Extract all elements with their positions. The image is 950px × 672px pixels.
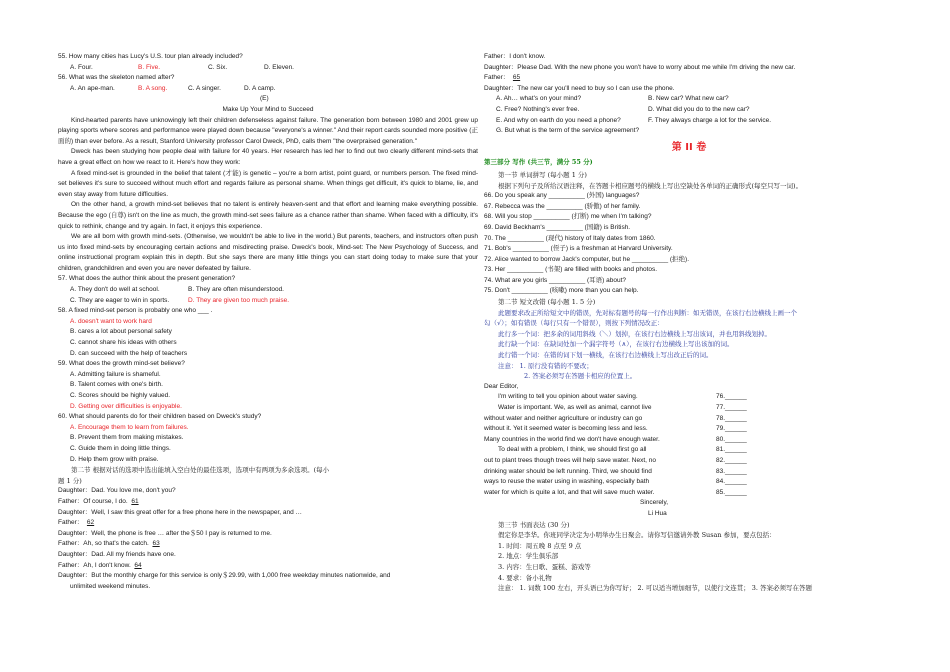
q59-option-d: D. Getting over difficulties is enjoyable. bbox=[70, 402, 182, 410]
dialogue-text: Father： bbox=[58, 519, 84, 527]
dialogue-line: Daughter：Dad. You love me, don't you? bbox=[58, 487, 176, 495]
dialogue-option-a: A. Ah… what's on your mind? bbox=[496, 95, 582, 103]
q58-option-a: A. doesn't want to work hard bbox=[70, 317, 152, 325]
section-3-point: 2. 地点：学生俱乐部 bbox=[498, 552, 559, 561]
answer-blank: 83.______ bbox=[716, 467, 747, 475]
q56-option-a: A. An ape-man. bbox=[70, 84, 115, 92]
q57-option-c: C. They are eager to win in sports. bbox=[70, 296, 170, 304]
letter-line-text: without water and neither agriculture or industry can go bbox=[484, 414, 643, 422]
passage-paragraph-3: A fixed mind-set is grounded in the belief that talent (才能) is genetic – you're a born artist, point guard, or numbers person. The fixed mind-set believes it's sure to succeed without much effort and regards failure as personal shame. When things get difficult, it's quick to blame, lie, and even stay away from future difficulties. bbox=[58, 169, 478, 198]
q58-option-b: B. cares a lot about personal safety bbox=[70, 328, 172, 336]
left-column bbox=[58, 52, 478, 592]
letter-line bbox=[484, 414, 756, 425]
section-2-note: 注意： 1. 原行没有错的不要改； bbox=[498, 361, 593, 370]
section-3-point: 4. 要求：备小礼物 bbox=[498, 573, 552, 582]
letter-line bbox=[484, 445, 756, 456]
dialogue-line: Daughter：Well, the phone is free … after the＄50 I pay is returned to me. bbox=[58, 529, 272, 537]
section-2-instruction: 勾（√）；如有错误（每行只有一个错误），则按下列情况改正： bbox=[484, 319, 664, 328]
q58-option-c: C. cannot share his ideas with others bbox=[70, 339, 177, 347]
q56-option-d: D. A camp. bbox=[244, 84, 276, 92]
right-column bbox=[484, 52, 894, 594]
q60-option-b: B. Prevent them from making mistakes. bbox=[70, 434, 184, 442]
q57-option-b: B. They are often misunderstood. bbox=[188, 286, 284, 294]
dialogue-option-b: B. New car? What new car? bbox=[648, 95, 729, 103]
section-2-instruction: 此行缺一个词：在缺词处加一个漏字符号（∧），在该行右边横线上写出该加的词。 bbox=[498, 340, 734, 349]
section-3-prompt: 假定你是李华。你班同学决定为小明举办生日聚会。请你写信邀请外教 Susan 参加，要点包括： bbox=[498, 531, 776, 540]
q56-options bbox=[58, 84, 478, 95]
dialogue-line bbox=[58, 518, 478, 529]
letter-line-text: without it. Yet it seemed water is becoming less and less. bbox=[484, 425, 648, 433]
question-58: 58. A fixed mind-set person is probably one who ___ . bbox=[58, 307, 213, 315]
answer-blank: 82.______ bbox=[716, 456, 747, 464]
q57-row1 bbox=[58, 285, 478, 296]
word-question: 71. Bob's __________ (侄子) is a freshman at Harvard University. bbox=[484, 245, 673, 253]
section-3-title: 第三节 书面表达 (30 分) bbox=[498, 520, 570, 529]
dialogue-line: Father：I don't know. bbox=[484, 53, 546, 60]
q59-option-c: C. Scores should be highly valued. bbox=[70, 392, 171, 399]
blank-63: 63 bbox=[152, 540, 160, 548]
letter-line-text: Water is important. We, as well as animal, cannot live bbox=[498, 404, 652, 411]
dialogue-text: Father：Ah, so that's the catch. bbox=[58, 540, 149, 548]
dialogue-text: Father： bbox=[484, 74, 510, 82]
letter-line-text: I'm writing to tell you opinion about water saving. bbox=[498, 393, 638, 401]
question-60: 60. What should parents do for their children based on Dweck's study? bbox=[58, 413, 262, 421]
letter-line bbox=[484, 467, 756, 478]
q60-option-c: C. Guide them in doing little things. bbox=[70, 444, 171, 452]
part-3-heading: 第三部分 写作 (共三节，满分 55 分) bbox=[484, 158, 593, 167]
dialogue-line bbox=[484, 73, 894, 84]
letter-line bbox=[484, 456, 756, 467]
section-3-note: 注意： 1. 词数 100 左右，开头语已为你写好； 2. 可以适当增加细节，以使行文连贯； 3. 答案必须写在答题 bbox=[498, 584, 813, 593]
letter-line-text: Many countries in the world find we don't have enough water. bbox=[484, 435, 660, 443]
answer-blank: 81.______ bbox=[716, 446, 747, 454]
dialogue-line: Daughter：Please Dad. With the new phone you won't have to worry about me while I'm driving the new car. bbox=[484, 63, 796, 71]
word-question: 68. Will you stop __________ (打断) me when I'm talking? bbox=[484, 213, 652, 221]
section-2-instruction: 此行多一个词：把多余的词用斜线（＼）划掉，在该行右边横线上写出该词，并也用斜线划掉。 bbox=[498, 329, 771, 338]
word-question: 69. David Beckham's __________ (国籍) is British. bbox=[484, 223, 631, 231]
section-label: (E) bbox=[260, 95, 269, 103]
dialogue-section-heading-cont: 题 1 分) bbox=[58, 476, 82, 485]
word-question: 74. What are you girls __________ (耳语) about? bbox=[484, 276, 627, 284]
passage-paragraph-2: Dweck has been studying how people deal with failure for 40 years. Her research has led her to find out two clearly different mind-sets that have a great effect on how we react to it. Here's how they work: bbox=[58, 148, 478, 166]
dialogue-line: Daughter：The new car you'll need to buy so I can use the phone. bbox=[484, 84, 675, 92]
answer-blank: 76.______ bbox=[716, 393, 747, 401]
answer-blank: 80.______ bbox=[716, 435, 747, 443]
dialogue-line: unlimited weekend minutes. bbox=[70, 582, 151, 590]
letter-signer: Li Hua bbox=[648, 509, 667, 517]
word-question: 67. Rebecca was the __________ (骄傲) of her family. bbox=[484, 202, 641, 210]
letter-line bbox=[484, 403, 756, 414]
section-2-instruction: 此题要求改正所给短文中的错误，先对标有题号的每一行作出判断：如无错误，在该行右边横线上画一个 bbox=[498, 308, 797, 317]
section-3-point: 1. 时间：周五晚 8 点至 9 点 bbox=[498, 541, 582, 550]
dialogue-text: Father：Of course, I do. bbox=[58, 497, 128, 505]
dialogue-option-d: D. What did you do to the new car? bbox=[648, 105, 750, 113]
dialogue-line bbox=[58, 561, 478, 572]
q59-option-a: A. Admitting failure is shameful. bbox=[70, 370, 161, 378]
letter-line bbox=[484, 424, 756, 435]
q60-option-a: A. Encourage them to learn from failures. bbox=[70, 423, 189, 431]
question-56: 56. What was the skeleton named after? bbox=[58, 74, 175, 82]
dialogue-option-e: E. And why on earth do you need a phone? bbox=[496, 116, 621, 124]
dialogue-line: Daughter：Dad. All my friends have one. bbox=[58, 550, 176, 558]
section-2-note: 2. 答案必须写在答题卡相应的位置上。 bbox=[524, 372, 637, 381]
q56-option-b: B. A song. bbox=[138, 84, 168, 92]
letter-greeting: Dear Editor, bbox=[484, 382, 519, 390]
dialogue-line bbox=[58, 497, 478, 508]
section-1-instructions: 根据下列句子及所给汉语注释，在答题卡相应题号的横线上写出空缺处各单词的正确形式(每空只写一词)。 bbox=[498, 181, 803, 190]
dialogue-option-c: C. Free? Nothing's ever free. bbox=[496, 105, 580, 113]
q55-options bbox=[58, 63, 478, 74]
answer-blank: 84.______ bbox=[716, 478, 747, 486]
letter-line-text: water for which is quite a lot, and that will save much water. bbox=[484, 488, 655, 496]
blank-61: 61 bbox=[131, 497, 139, 505]
q56-option-c: C. A singer. bbox=[188, 84, 221, 92]
word-question: 73. Her __________ (书架) are filled with books and photos. bbox=[484, 266, 658, 274]
letter-line bbox=[484, 392, 756, 403]
passage-paragraph-1: Kind-hearted parents have unknowingly left their children defenseless against failure. The generation born between 1980 and 2001 grew up playing sports where scores and performance were played down because "everyone's a winner." And their report cards sounded more positive (正面的) than ever before. As a result, Stanford University professor Carol Dweck, PhD, calls them "the overpraised generation." bbox=[58, 116, 478, 145]
word-question: 70. The __________ (现代) history of Italy dates from 1860. bbox=[484, 234, 656, 242]
q57-option-d: D. They are given too much praise. bbox=[188, 296, 290, 304]
dialogue-option-f: F. They always charge a lot for the service. bbox=[648, 116, 772, 124]
letter-line-text: drinking water should be left running. Third, we should find bbox=[484, 467, 652, 475]
q58-option-d: D. can succeed with the help of teachers bbox=[70, 349, 188, 357]
dialogue-line: Daughter：But the monthly charge for this service is only＄29.99, with 1,000 free weekday minutes nationwide, and bbox=[58, 572, 391, 580]
letter-line bbox=[484, 435, 756, 446]
dialogue-line bbox=[58, 539, 478, 550]
dialogue-options-row bbox=[484, 116, 894, 127]
section-3-point: 3. 内容：生日歌、蛋糕、游戏等 bbox=[498, 562, 591, 571]
passage-paragraph-5: We are all born with growth mind-sets. (Otherwise, we wouldn't be able to live in the world.) But parents, teachers, and instructors often push us into fixed mind-sets by encouraging certain actions and misdirecting praise. Dweck's book, Mind-set: The New Psychology of Success, and online instructional program explain this in depth. But she says there are many little things you can start doing today to make sure that your children, grandchildren and even you are never defeated by failure. bbox=[58, 233, 478, 272]
volume-2-title: 第 II 卷 bbox=[671, 141, 707, 153]
question-57: 57. What does the author think about the present generation? bbox=[58, 275, 236, 283]
q55-option-d: D. Eleven. bbox=[264, 63, 294, 71]
letter-body bbox=[484, 392, 756, 498]
q55-option-b: B. Five. bbox=[138, 63, 161, 71]
passage-title: Make Up Your Mind to Succeed bbox=[222, 105, 314, 113]
word-question: 66. Do you speak any __________ (外国) languages? bbox=[484, 192, 640, 200]
letter-closing: Sincerely, bbox=[640, 499, 669, 507]
word-question: 75. Don't __________ (咳嗽) more than you can help. bbox=[484, 287, 639, 295]
dialogue-line: Daughter：Well, I saw this great offer for a free phone here in the newspaper, and … bbox=[58, 508, 303, 516]
letter-line-text: out to plant trees though trees will help save water. Next, no bbox=[484, 456, 656, 464]
section-1-title: 第一节 单词拼写 (每小题 1 分) bbox=[498, 170, 587, 179]
dialogue-options-row bbox=[484, 105, 894, 116]
q60-option-d: D. Help them grow with praise. bbox=[70, 455, 159, 463]
letter-line bbox=[484, 488, 756, 499]
q55-option-a: A. Four. bbox=[70, 63, 93, 71]
section-2-title: 第二节 短文改错 (每小题 1. 5 分) bbox=[498, 298, 596, 307]
dialogue-text: Father：Ah, I don't know. bbox=[58, 561, 131, 569]
answer-blank: 79.______ bbox=[716, 425, 747, 433]
answer-blank: 85.______ bbox=[716, 488, 747, 496]
section-2-instruction: 此行错一个词：在错的词下划一横线，在该行右边横线上写出改正后的词。 bbox=[498, 351, 713, 360]
question-55: 55. How many cities has Lucy's U.S. tour plan already included? bbox=[58, 53, 243, 60]
dialogue-option-g: G. But what is the term of the service agreement? bbox=[496, 127, 640, 135]
blank-64: 64 bbox=[134, 561, 142, 569]
answer-blank: 78.______ bbox=[716, 414, 747, 422]
letter-line-text: ways to reuse the water using in washing, especially bath bbox=[484, 478, 650, 486]
q59-option-b: B. Talent comes with one's birth. bbox=[70, 381, 163, 389]
q57-row2 bbox=[58, 296, 478, 307]
q55-option-c: C. Six. bbox=[208, 63, 228, 71]
passage-paragraph-4: On the other hand, a growth mind-set believes that no talent is entirely heaven-sent and that effort and learning make everything possible. Because the ego (自尊) isn't on the line as much, the growth mind-set sees failure as a chance rather than shame. When faced with a difficulty, it's quick to rethink, change and try again. In fact, it enjoys this experience. bbox=[58, 201, 478, 230]
answer-blank: 77.______ bbox=[716, 404, 747, 411]
question-59: 59. What does the growth mind-set believe? bbox=[58, 360, 185, 368]
blank-62: 62 bbox=[86, 519, 95, 527]
blank-65: 65 bbox=[512, 74, 521, 82]
q57-option-a: A. They don't do well at school. bbox=[70, 286, 160, 294]
dialogue-options-row bbox=[484, 94, 894, 105]
letter-line-text: To deal with a problem, I think, we should first go all bbox=[498, 446, 647, 454]
word-question: 72. Alice wanted to borrow Jack's computer, but he __________ (拒绝). bbox=[484, 255, 690, 263]
letter-line bbox=[484, 477, 756, 488]
dialogue-section-heading: 第二节 根据对话的选项中选出能填入空白处的最佳选项，选项中有两项为多余选项。(每小 bbox=[71, 466, 330, 475]
